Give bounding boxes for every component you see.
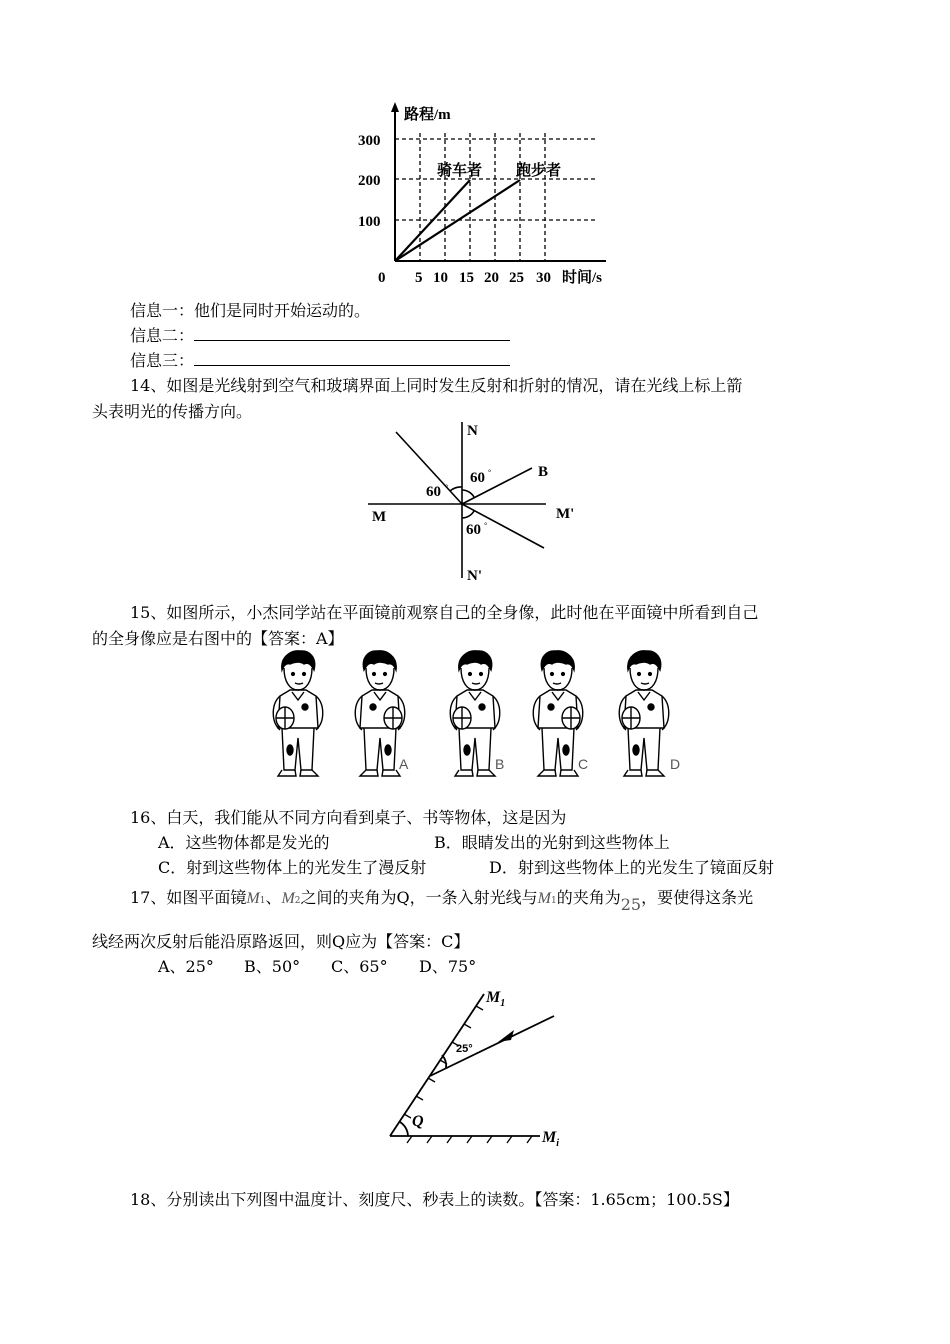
x-tick-15: 15 [459,270,474,286]
y-tick-200: 200 [358,173,381,189]
q14-text-line2: 头表明光的传播方向。 [92,402,253,421]
q16-option-A: A．这些物体都是发光的 [158,833,330,852]
angle-arc-2 [462,490,474,497]
person-option-C [533,651,583,776]
y-tick-100: 100 [358,214,381,230]
q17-part3: 的夹角为 [556,888,621,907]
distance-time-chart [350,98,630,294]
q17-m2: M [281,890,295,907]
q17-m1-sub: 1 [259,896,266,906]
q17-m3: M [537,890,551,907]
label-N-prime: N' [467,568,482,584]
degree-mark-1: ° [445,483,449,492]
info-blank-2[interactable] [194,326,510,341]
q17-option-D: D、75° [419,957,477,976]
reflection-refraction-diagram [360,418,590,586]
q17-part1: 17、如图平面镜 [130,888,247,907]
q16-stem: 16、白天，我们能从不同方向看到桌子、书等物体，这是因为 [130,808,567,827]
mirror-figures [262,648,692,778]
angle-arc-1 [450,487,462,491]
ray-arrow [498,1030,514,1042]
option-label-B: B [495,756,505,772]
q15-text-line1: 15、如图所示，小杰同学站在平面镜前观察自己的全身像，此时他在平面镜中所看到自己 [130,603,759,622]
x-tick-5: 5 [415,270,423,286]
fig-label-M1-sub: 1 [500,998,506,1009]
label-N: N [467,423,478,439]
q18-text: 18、分别读出下列图中温度计、刻度尺、秒表上的读数。【答案：1.65cm；100.5S】 [130,1190,739,1209]
info-line-3 [130,351,510,371]
info-blank-3[interactable] [194,351,510,366]
q17-text-line2: 线经两次反射后能沿原路返回，则Q应为【答案：C】 [92,932,470,951]
angle-arc-3 [462,511,474,518]
q17-part4: ，要使得这条光 [641,888,754,907]
series-label-runner: 跑步者 [516,163,562,179]
option-label-D: D [670,756,681,772]
degree-mark-2: ° [488,468,492,477]
option-label-C: C [578,756,589,772]
q16-option-D: D．射到这些物体上的光发生了镜面反射 [489,858,774,877]
person-option-B [450,651,500,776]
x-tick-25: 25 [509,270,524,286]
q17-text-line1 [130,888,754,914]
label-M: M [372,509,387,525]
x-axis-label: 时间/s [562,270,603,286]
angle-label-1: 60 [426,484,441,500]
fig-label-M2-sub: i [556,1138,560,1149]
y-tick-300: 300 [358,133,381,149]
series-label-cyclist: 骑车者 [437,163,483,179]
info-line-2 [130,326,510,346]
two-mirror-diagram [380,982,580,1152]
q14-text-line1: 14、如图是光线射到空气和玻璃界面上同时发生反射和折射的情况，请在光线上标上箭 [130,376,743,395]
q17-m2-sub: 2 [294,896,301,906]
q17-option-B: B、50° [244,957,301,976]
label-B: B [538,464,549,480]
angle-label-2: 60 [470,470,485,486]
q15-text-line2: 的全身像应是右图中的【答案：A】 [92,629,344,648]
q17-m1: M [246,890,260,907]
angle-arc-Q [400,1122,408,1136]
angle-label-3: 60 [466,522,481,538]
fig-label-25deg: 25° [456,1043,473,1055]
degree-mark-3: ° [484,521,488,530]
label-M-prime: M' [556,506,575,522]
q17-m3-sub: 1 [550,896,557,906]
q17-part2: 之间的夹角为Q，一条入射光线与 [300,888,538,907]
y-axis-arrow [391,102,399,112]
info-line-1: 信息一：他们是同时开始运动的。 [130,301,371,320]
fig-label-M1: M [486,989,501,1006]
q17-option-A: A、25° [158,957,214,976]
svg-text:Mi [541,1129,559,1149]
q17-option-C: C、65° [331,957,388,976]
info-line-2-label: 信息二： [130,326,195,345]
x-tick-30: 30 [536,270,551,286]
person-option-D [619,651,669,776]
fig-label-Q: Q [412,1113,424,1130]
x-tick-0: 0 [378,270,386,286]
x-tick-10: 10 [433,270,448,286]
x-tick-20: 20 [484,270,499,286]
q16-option-C: C．射到这些物体上的光发生了漫反射 [158,858,427,877]
q17-sep: 、 [265,888,282,907]
person-option-A [355,651,405,776]
y-axis-label: 路程/m [404,107,451,123]
q17-angle: 25 [620,895,642,914]
option-label-A: A [399,756,409,772]
fig-label-M2: M [542,1129,557,1146]
person-original [273,651,323,776]
q16-option-B: B．眼睛发出的光射到这些物体上 [434,833,670,852]
info-line-3-label: 信息三： [130,351,195,370]
svg-text:M1 [485,989,505,1009]
